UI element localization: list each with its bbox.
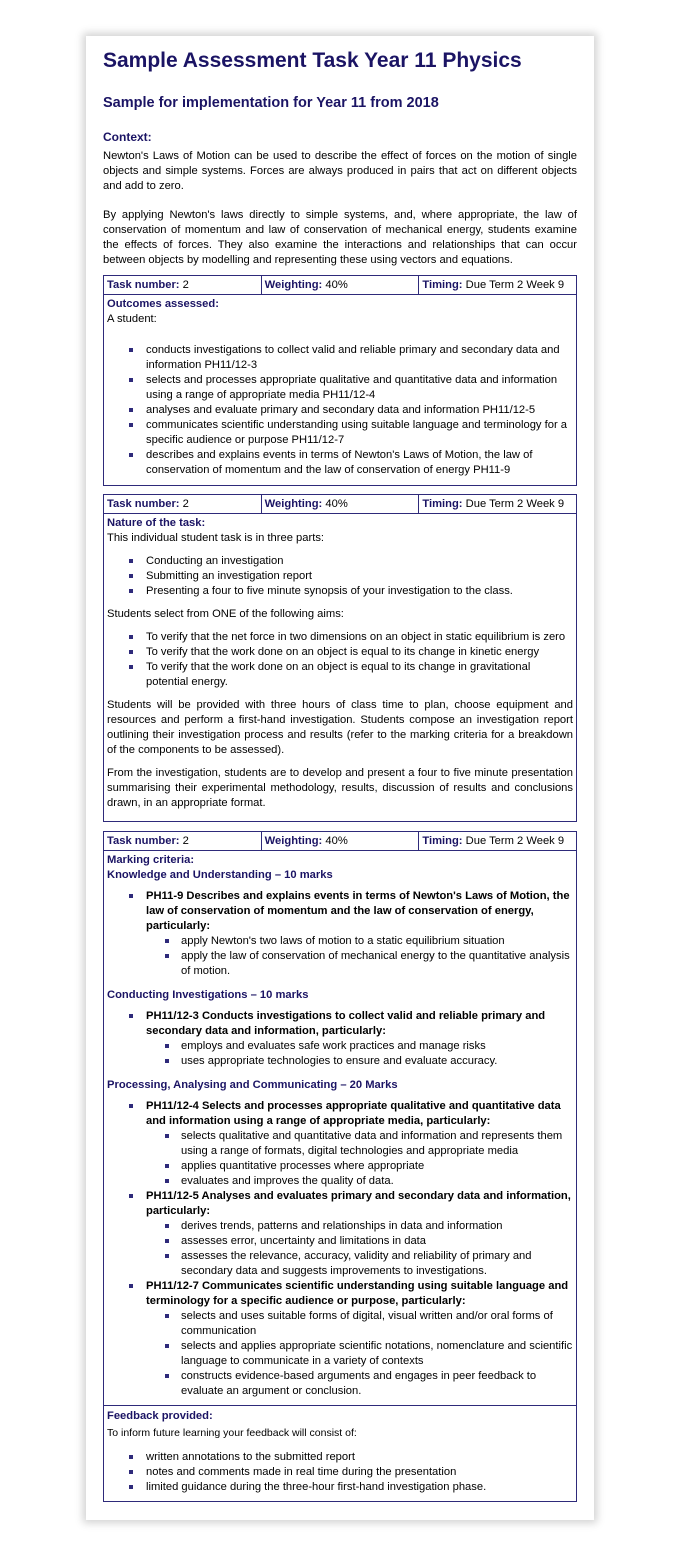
timing-value: Due Term 2 Week 9 bbox=[465, 835, 565, 847]
task-number-value: 2 bbox=[182, 835, 189, 847]
list-item: To verify that the net force in two dimensions on an object in static equilibrium is zero bbox=[107, 630, 573, 645]
marking-heading: Marking criteria: bbox=[107, 854, 195, 866]
criterion-item bbox=[107, 889, 573, 979]
task-parts-list bbox=[107, 554, 573, 599]
weighting-label: Weighting: bbox=[264, 498, 323, 510]
task-number-label: Task number: bbox=[107, 498, 180, 510]
weighting-value: 40% bbox=[325, 498, 348, 510]
list-item: assesses error, uncertainty and limitations in data bbox=[107, 1234, 573, 1249]
criterion-item bbox=[107, 1009, 573, 1069]
task-number-cell bbox=[104, 495, 261, 513]
criteria-list-processing bbox=[107, 1099, 573, 1399]
list-item: To verify that the work done on an object is equal to its change in gravitational potential energy. bbox=[107, 660, 573, 690]
marking-content bbox=[104, 851, 576, 1405]
criteria-list-conducting bbox=[107, 1009, 573, 1069]
timing-cell bbox=[418, 495, 576, 513]
criterion-text: PH11/12-5 Analyses and evaluates primary and secondary data and information, particularly: bbox=[146, 1190, 571, 1217]
outcomes-intro: A student: bbox=[107, 313, 157, 325]
list-item: Presenting a four to five minute synopsis of your investigation to the class. bbox=[107, 584, 573, 599]
list-item: describes and explains events in terms of Newton's Laws of Motion, the law of conservation of momentum and the law of conservation of energy PH11-9 bbox=[107, 448, 573, 478]
timing-label: Timing: bbox=[422, 498, 463, 510]
criterion-text: PH11-9 Describes and explains events in terms of Newton's Laws of Motion, the law of conservation of momentum and the law of conservation of energy, particularly: bbox=[146, 890, 570, 932]
outcomes-heading: Outcomes assessed: bbox=[107, 298, 219, 310]
criterion-text: PH11/12-3 Conducts investigations to collect valid and reliable primary and secondary data and information, particularly: bbox=[146, 1010, 546, 1037]
list-item: notes and comments made in real time during the presentation bbox=[107, 1465, 573, 1480]
nature-paragraph-2: From the investigation, students are to develop and present a four to five minute presentation summarising their experimental methodology, results, discussion of results and conclusions drawn, in an appropriate format. bbox=[107, 767, 573, 809]
list-item: analyses and evaluate primary and secondary data and information PH11/12-5 bbox=[107, 403, 573, 418]
timing-label: Timing: bbox=[422, 279, 463, 291]
list-item: derives trends, patterns and relationships in data and information bbox=[107, 1219, 573, 1234]
list-item: selects and uses suitable forms of digital, visual written and/or oral forms of communication bbox=[107, 1309, 573, 1339]
list-item: written annotations to the submitted report bbox=[107, 1450, 573, 1465]
criterion-item bbox=[107, 1099, 573, 1189]
timing-cell bbox=[418, 832, 576, 850]
criteria-list-knowledge bbox=[107, 889, 573, 979]
list-item: communicates scientific understanding using suitable language and terminology for a specific audience or purpose PH11/12-7 bbox=[107, 418, 573, 448]
list-item: To verify that the work done on an object is equal to its change in kinetic energy bbox=[107, 645, 573, 660]
weighting-label: Weighting: bbox=[264, 279, 323, 291]
section-heading-conducting: Conducting Investigations – 10 marks bbox=[107, 989, 309, 1001]
timing-label: Timing: bbox=[422, 835, 463, 847]
nature-content bbox=[104, 514, 576, 821]
list-item: constructs evidence-based arguments and engages in peer feedback to evaluate an argument or conclusion. bbox=[107, 1369, 573, 1399]
feedback-list bbox=[107, 1450, 573, 1495]
task-number-cell bbox=[104, 276, 261, 294]
weighting-value: 40% bbox=[325, 835, 348, 847]
sub-criteria-list bbox=[107, 1129, 573, 1189]
list-item: selects and processes appropriate qualitative and quantitative data and information using a range of appropriate media PH11/12-4 bbox=[107, 373, 573, 403]
list-item: limited guidance during the three-hour first-hand investigation phase. bbox=[107, 1480, 573, 1495]
weighting-cell bbox=[261, 832, 419, 850]
criterion-item bbox=[107, 1189, 573, 1279]
aims-intro: Students select from ONE of the following aims: bbox=[107, 608, 344, 620]
section-heading-processing: Processing, Analysing and Communicating – 20 Marks bbox=[107, 1079, 398, 1091]
task-header-row bbox=[104, 495, 576, 514]
marking-table bbox=[103, 831, 577, 1502]
timing-value: Due Term 2 Week 9 bbox=[465, 279, 565, 291]
weighting-label: Weighting: bbox=[264, 835, 323, 847]
context-heading: Context: bbox=[103, 130, 152, 144]
list-item: employs and evaluates safe work practices and manage risks bbox=[107, 1039, 573, 1054]
nature-heading: Nature of the task: bbox=[107, 517, 206, 529]
context-paragraph-1: Newton's Laws of Motion can be used to describe the effect of forces on the motion of single objects and simple systems. Forces are always produced in pairs that act on different objects and add to zero. bbox=[103, 150, 577, 192]
list-item: selects and applies appropriate scientific notations, nomenclature and scientific language to communicate in a variety of contexts bbox=[107, 1339, 573, 1369]
list-item: assesses the relevance, accuracy, validity and reliability of primary and secondary data and suggests improvements to investigations. bbox=[107, 1249, 573, 1279]
list-item: apply Newton's two laws of motion to a static equilibrium situation bbox=[107, 934, 573, 949]
nature-paragraph-1: Students will be provided with three hours of class time to plan, choose equipment and resources and perform a first-hand investigation. Students compose an investigation report outlining their investigation process and results (refer to the marking criteria for a breakdown of the components to be assessed). bbox=[107, 699, 573, 756]
timing-value: Due Term 2 Week 9 bbox=[465, 498, 565, 510]
aims-list bbox=[107, 630, 573, 690]
task-number-cell bbox=[104, 832, 261, 850]
task-header-row bbox=[104, 276, 576, 295]
sub-criteria-list bbox=[107, 1039, 573, 1069]
task-number-value: 2 bbox=[182, 279, 189, 291]
feedback-section bbox=[104, 1405, 576, 1501]
list-item: conducts investigations to collect valid and reliable primary and secondary data and information PH11/12-3 bbox=[107, 343, 573, 373]
list-item: Conducting an investigation bbox=[107, 554, 573, 569]
section-heading-knowledge: Knowledge and Understanding – 10 marks bbox=[107, 869, 333, 881]
criterion-text: PH11/12-4 Selects and processes appropriate qualitative and quantitative data and information using a range of appropriate media, particularly: bbox=[146, 1100, 561, 1127]
criterion-text: PH11/12-7 Communicates scientific understanding using suitable language and terminology for a specific audience or purpose, particularly: bbox=[146, 1280, 569, 1307]
task-number-label: Task number: bbox=[107, 279, 180, 291]
nature-intro: This individual student task is in three parts: bbox=[107, 532, 325, 544]
sub-criteria-list bbox=[107, 1309, 573, 1399]
page-content bbox=[103, 48, 577, 1502]
page-title: Sample Assessment Task Year 11 Physics bbox=[103, 49, 522, 72]
sub-criteria-list bbox=[107, 1219, 573, 1279]
outcomes-table bbox=[103, 275, 577, 486]
timing-cell bbox=[418, 276, 576, 294]
document-page bbox=[86, 36, 594, 1520]
outcomes-list bbox=[107, 343, 573, 478]
list-item: uses appropriate technologies to ensure and evaluate accuracy. bbox=[107, 1054, 573, 1069]
weighting-value: 40% bbox=[325, 279, 348, 291]
task-number-value: 2 bbox=[182, 498, 189, 510]
list-item: evaluates and improves the quality of data. bbox=[107, 1174, 573, 1189]
list-item: apply the law of conservation of mechanical energy to the quantitative analysis of motion. bbox=[107, 949, 573, 979]
context-paragraph-2: By applying Newton's laws directly to simple systems, and, where appropriate, the law of conservation of momentum and law of conservation of mechanical energy, students examine the effects of forces. They also examine the interactions and relationships that can occur between objects by modelling and representing these using vectors and equations. bbox=[103, 209, 577, 266]
weighting-cell bbox=[261, 276, 419, 294]
nature-table bbox=[103, 494, 577, 822]
criterion-item bbox=[107, 1279, 573, 1399]
page-subtitle: Sample for implementation for Year 11 from 2018 bbox=[103, 95, 439, 111]
weighting-cell bbox=[261, 495, 419, 513]
feedback-heading: Feedback provided: bbox=[107, 1410, 213, 1422]
feedback-intro: To inform future learning your feedback will consist of: bbox=[107, 1427, 357, 1439]
list-item: selects qualitative and quantitative data and information and represents them using a range of formats, digital technologies and appropriate media bbox=[107, 1129, 573, 1159]
outcomes-content bbox=[104, 295, 576, 485]
list-item: applies quantitative processes where appropriate bbox=[107, 1159, 573, 1174]
list-item: Submitting an investigation report bbox=[107, 569, 573, 584]
task-header-row bbox=[104, 832, 576, 851]
task-number-label: Task number: bbox=[107, 835, 180, 847]
sub-criteria-list bbox=[107, 934, 573, 979]
